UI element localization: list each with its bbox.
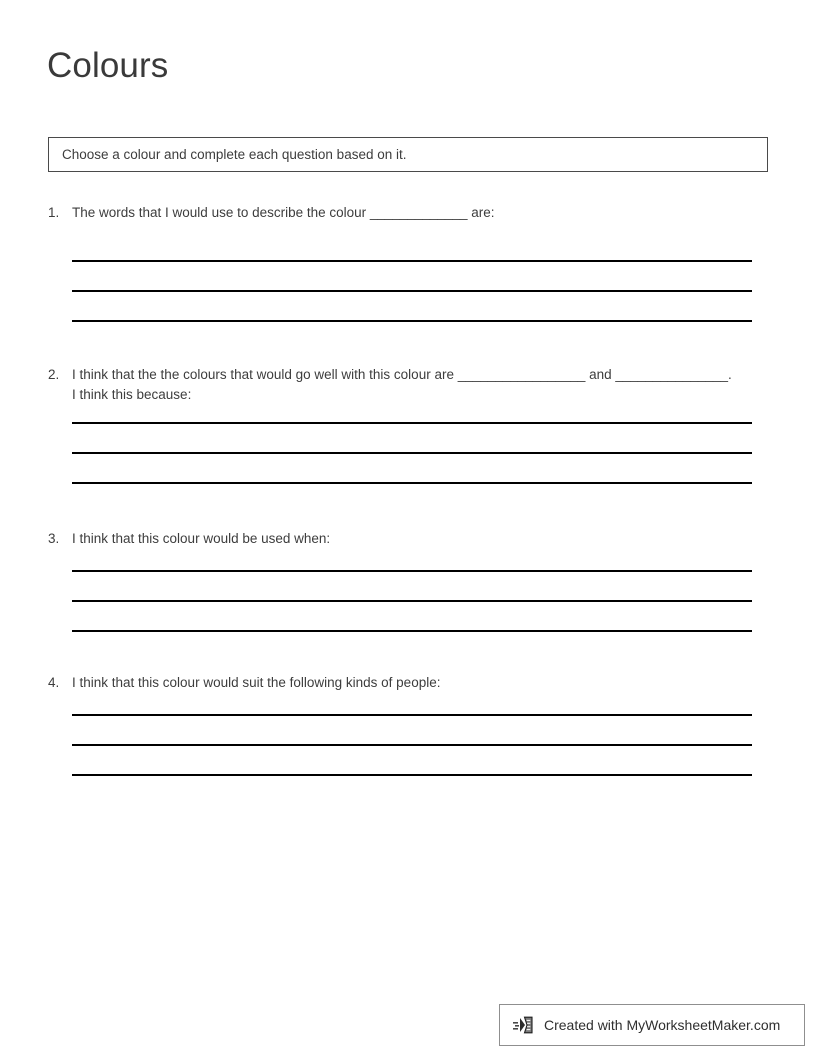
footer-text: Created with MyWorksheetMaker.com	[544, 1017, 781, 1033]
question-4-text: I think that this colour would suit the following kinds of people:	[72, 675, 441, 690]
question-3-answer-lines[interactable]	[72, 570, 752, 632]
question-3	[48, 529, 768, 549]
question-2-header	[48, 365, 768, 405]
answer-line[interactable]	[72, 714, 752, 716]
page-title: Colours	[47, 46, 169, 85]
answer-line[interactable]	[72, 320, 752, 322]
question-2	[48, 365, 768, 405]
worksheet-maker-logo-icon	[512, 1013, 536, 1037]
instruction-box	[48, 137, 768, 172]
answer-line[interactable]	[72, 600, 752, 602]
question-3-header	[48, 529, 768, 549]
question-1-number: 1.	[48, 205, 60, 220]
question-1-text: The words that I would use to describe the colour _____________ are:	[72, 205, 495, 220]
question-2-number: 2.	[48, 367, 60, 382]
answer-line[interactable]	[72, 744, 752, 746]
question-4	[48, 673, 768, 693]
question-3-number: 3.	[48, 531, 60, 546]
question-4-answer-lines[interactable]	[72, 714, 752, 776]
question-1-answer-lines[interactable]	[72, 260, 752, 322]
answer-line[interactable]	[72, 570, 752, 572]
answer-line[interactable]	[72, 290, 752, 292]
question-4-header	[48, 673, 768, 693]
question-2-text: I think that the the colours that would go well with this colour are _________________ and _______________. I think this because:	[72, 367, 732, 402]
answer-line[interactable]	[72, 422, 752, 424]
instruction-text: Choose a colour and complete each question based on it.	[62, 147, 407, 162]
question-3-text: I think that this colour would be used when:	[72, 531, 331, 546]
question-1	[48, 203, 768, 223]
question-1-header	[48, 203, 768, 223]
answer-line[interactable]	[72, 774, 752, 776]
question-2-answer-lines[interactable]	[72, 422, 752, 484]
answer-line[interactable]	[72, 482, 752, 484]
question-4-number: 4.	[48, 675, 60, 690]
answer-line[interactable]	[72, 452, 752, 454]
answer-line[interactable]	[72, 260, 752, 262]
answer-line[interactable]	[72, 630, 752, 632]
footer-badge[interactable]	[499, 1004, 805, 1046]
